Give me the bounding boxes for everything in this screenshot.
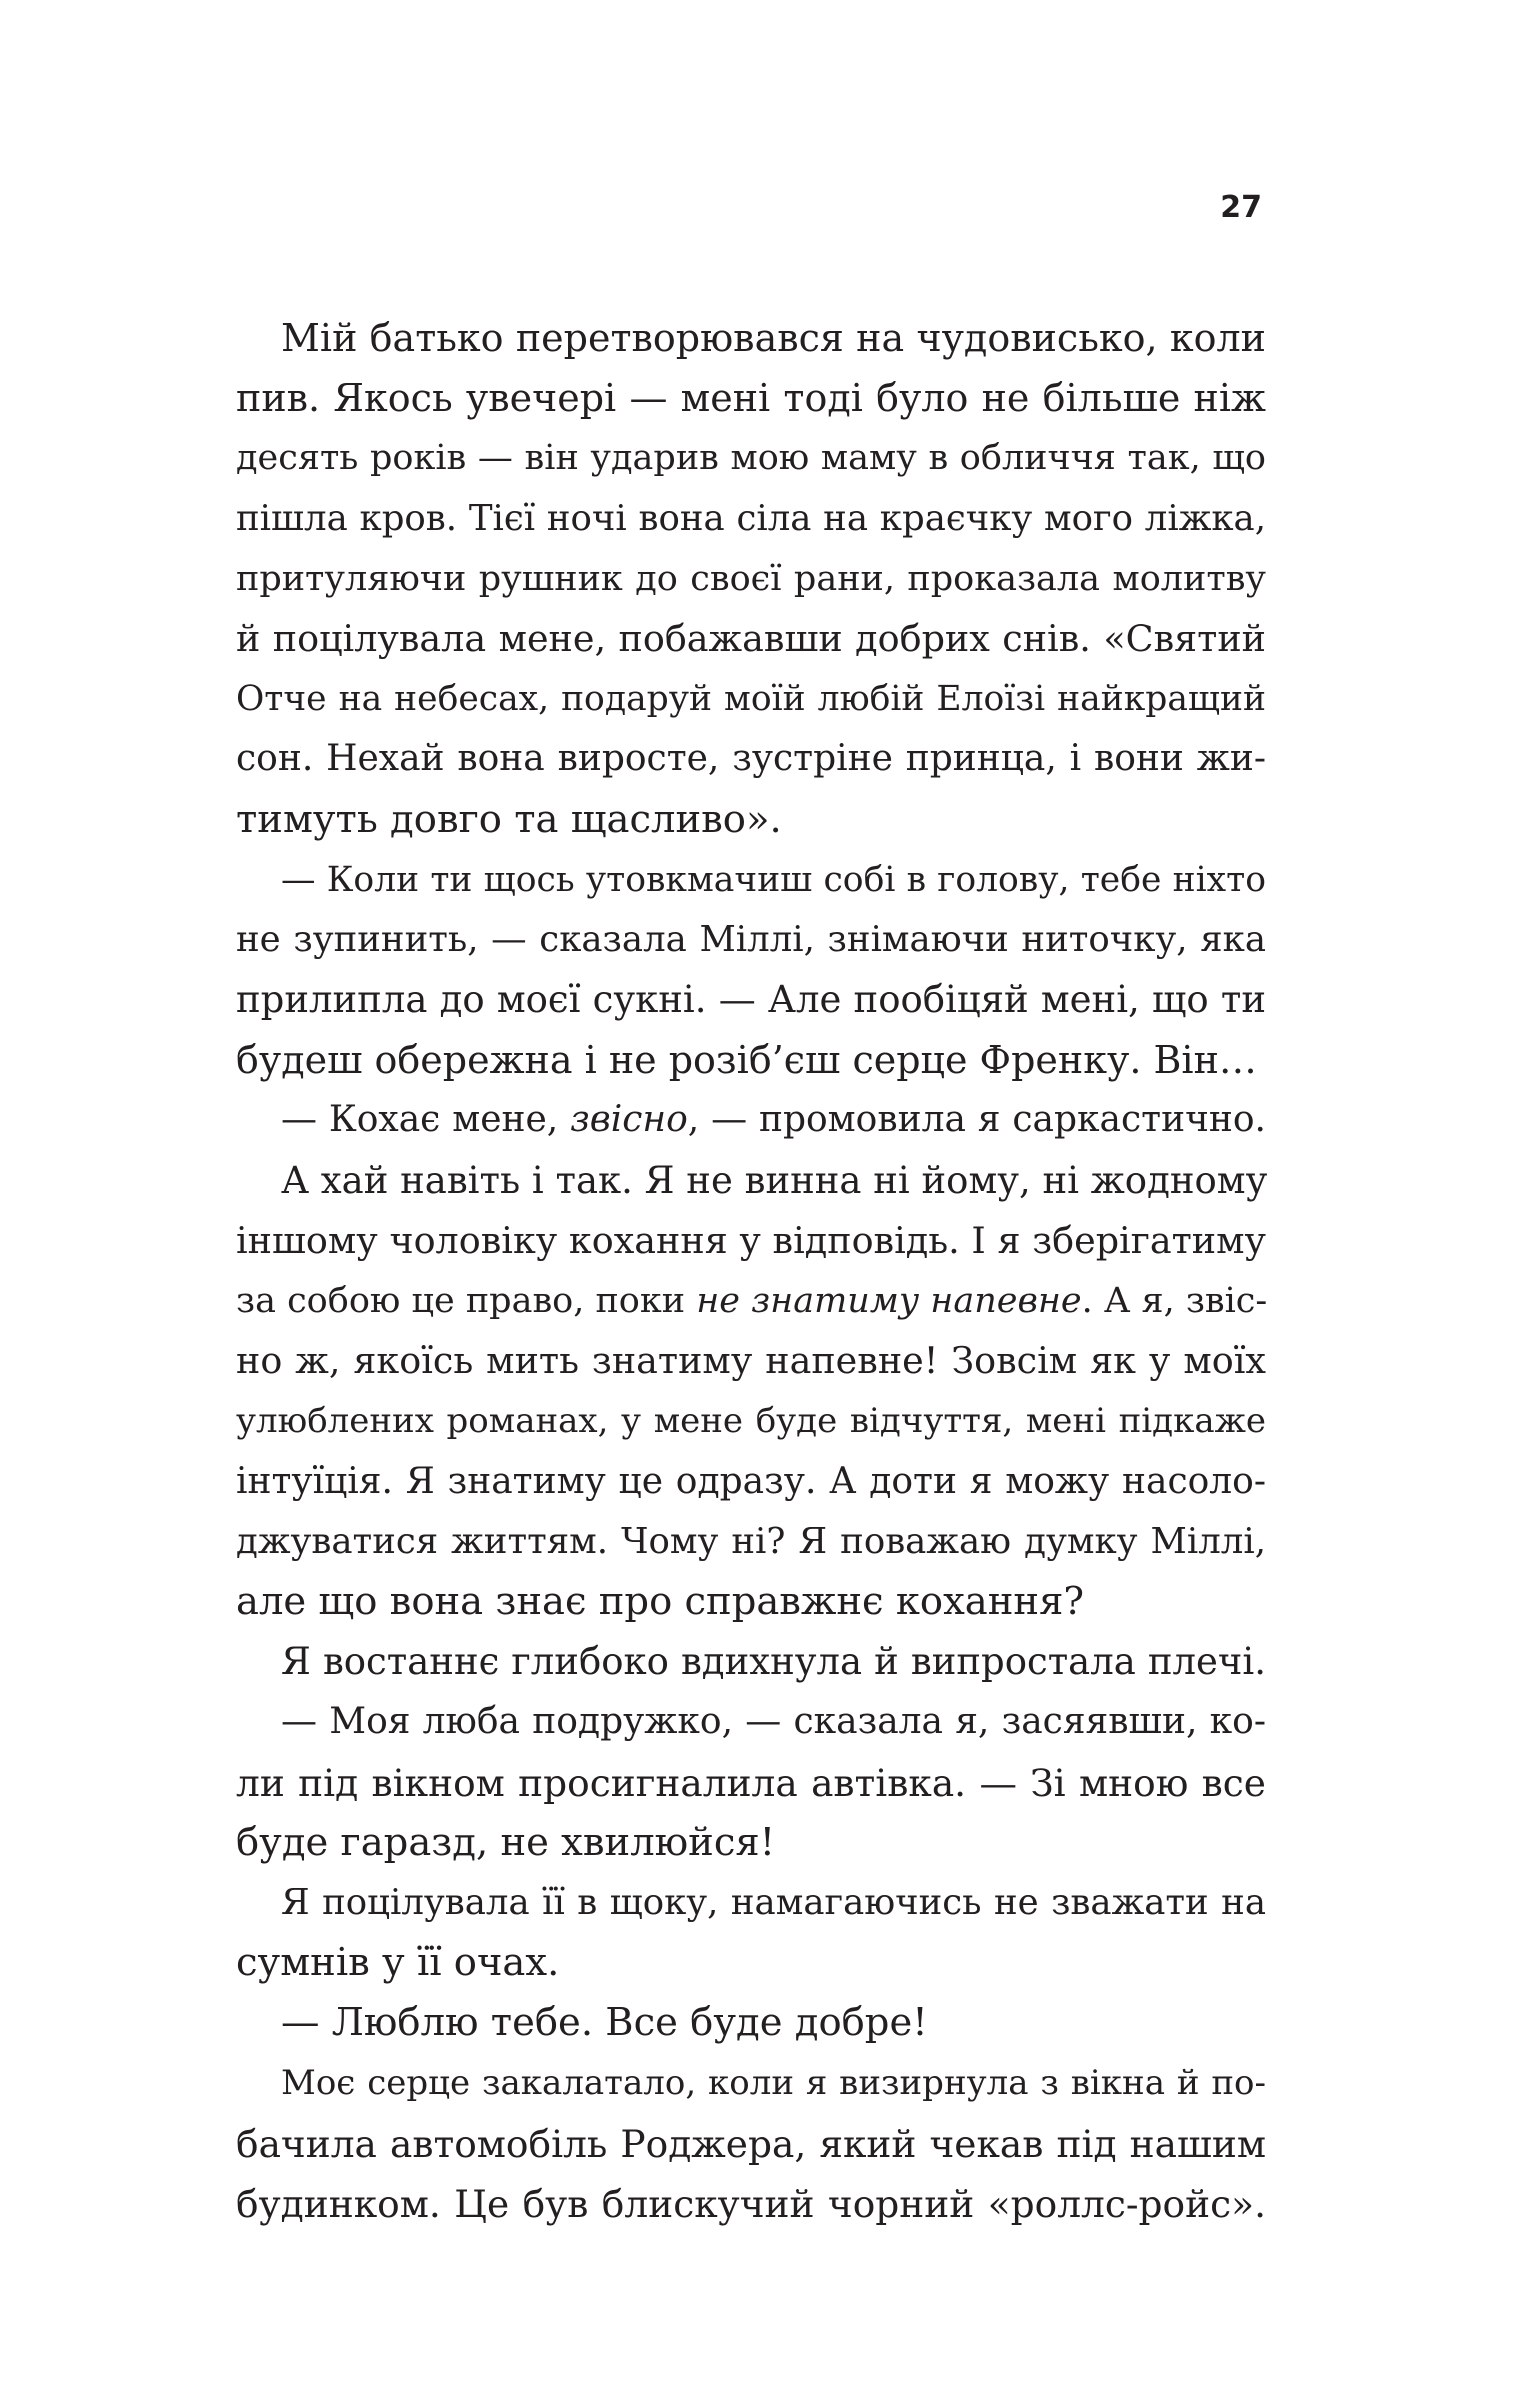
text-run: — Кохає мене, — [281, 1099, 571, 1141]
text-line: Я востаннє глибоко вдихнула й випростала плечі. — [281, 1640, 1266, 1684]
text-line: іншому чоловіку кохання у відповідь. І я зберігатиму — [236, 1218, 1266, 1262]
emphasis-run: не знатиму напевне — [696, 1281, 1082, 1321]
text-line: Мій батько перетворювався на чудовисько, коли — [281, 316, 1266, 360]
text-line: — Моя люба подружко, — сказала я, засяявши, ко- — [281, 1701, 1266, 1743]
text-line: десять років — він ударив мою маму в обличчя так, що — [236, 438, 1266, 479]
page-number: 27 — [1220, 190, 1262, 225]
text-line: й поцілувала мене, побажавши добрих снів. «Святий — [236, 616, 1266, 660]
body-text — [236, 308, 1266, 2234]
text-line — [236, 1271, 1266, 1331]
text-line: тимуть довго та щасливо». — [236, 796, 782, 842]
text-line: не зупинить, — сказала Міллі, знімаючи ниточку, яка — [236, 918, 1266, 960]
text-line — [236, 1090, 1266, 1150]
text-line: сон. Нехай вона виросте, зустріне принца, і вони жи- — [236, 738, 1266, 780]
text-line: будинком. Це був блискучий чорний «роллс-ройс». — [236, 2181, 1266, 2226]
text-line: прилипла до моєї сукні. — Але пообіцяй мені, що ти — [236, 978, 1266, 1022]
text-line: — Люблю тебе. Все буде добре! — [281, 2000, 928, 2046]
text-run: за собою це право, поки — [236, 1281, 697, 1321]
text-line: пішла кров. Тієї ночі вона сіла на краєчку мого ліжка, — [236, 497, 1266, 539]
text-line: притуляючи рушник до своєї рани, проказала молитву — [236, 558, 1266, 599]
emphasis-run: звісно — [570, 1099, 688, 1141]
text-run: , — промовила я саркастично. — [687, 1099, 1267, 1141]
text-line: Моє серце закалатало, коли я визирнула з вікна й по- — [281, 2063, 1266, 2104]
text-line: улюблених романах, у мене буде відчуття, мені підкаже — [236, 1401, 1266, 1442]
text-line: ли під вікном просигналила автівка. — Зі мною все — [236, 1760, 1266, 1805]
text-line: А хай навіть і так. Я не винна ні йому, ні жодному — [281, 1158, 1268, 1202]
text-line: джуватися життям. Чому ні? Я поважаю думку Міллі, — [236, 1520, 1266, 1562]
text-line: Отче на небесах, подаруй моїй любій Елоїзі найкращий — [236, 679, 1266, 720]
text-line: буде гаразд, не хвилюйся! — [236, 1819, 776, 1865]
text-line: сумнів у її очах. — [236, 1940, 560, 1986]
text-line: Я поцілувала її в щоку, намагаючись не зважати на — [281, 1881, 1266, 1923]
text-run: . А я, звіс- — [1081, 1281, 1268, 1321]
text-line: але що вона знає про справжнє кохання? — [236, 1578, 1085, 1624]
text-line: будеш обережна і не розіб’єш серце Френку. Він… — [236, 1038, 1257, 1083]
text-line: бачила автомобіль Роджера, який чекав під нашим — [236, 2121, 1266, 2166]
text-line: інтуїція. Я знатиму це одразу. А доти я можу насоло- — [236, 1460, 1266, 1502]
text-line: но ж, якоїсь мить знатиму напевне! Зовсім як у моїх — [236, 1339, 1266, 1383]
text-line: пив. Якось увечері — мені тоді було не більше ніж — [236, 376, 1266, 421]
text-line: — Коли ти щось утовкмачиш собі в голову, тебе ніхто — [281, 859, 1266, 900]
